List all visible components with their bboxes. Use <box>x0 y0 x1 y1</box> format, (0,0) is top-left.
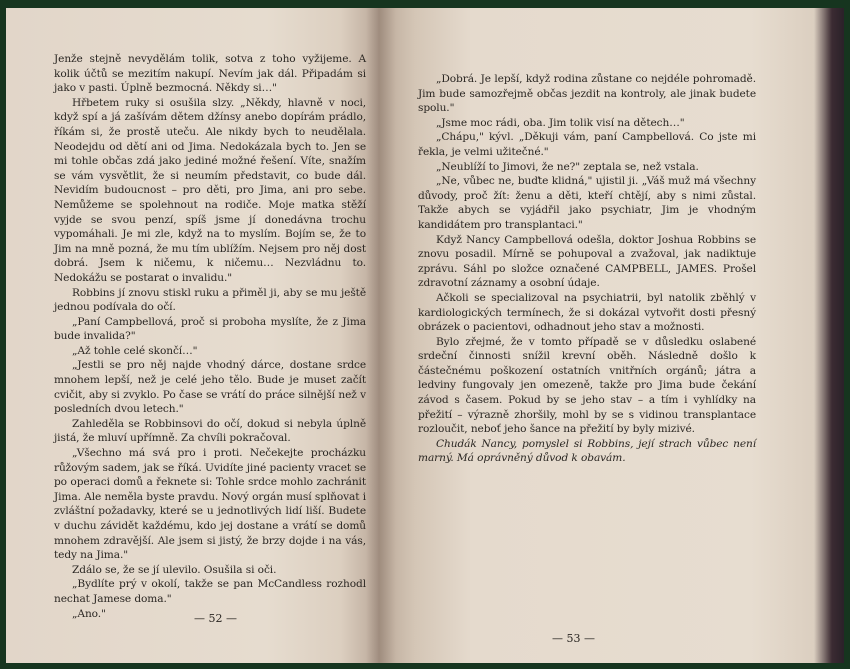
paragraph: Jenže stejně nevydělám tolik, sotva z toho vyžijeme. A kolik účtů se mezitím nakupí. Nevím jak dál. Připadám si jako v pasti. Úplně bezmocná. Někdy si…" <box>54 53 366 95</box>
paragraph: Ačkoli se specializoval na psychiatrii, byl natolik zběhlý v kardiologických termínech, že si dokázal vytvořit dosti přesný obrázek o pacientovi, odhadnout jeho stav a možnosti. <box>418 291 756 334</box>
paragraph: „Paní Campbellová, proč si proboha myslíte, že z Jima bude invalida?" <box>54 315 366 343</box>
left-page <box>6 8 378 663</box>
paragraph: „Všechno má svá pro i proti. Nečekejte procházku růžovým sadem, jak se říká. Uvidíte jiné pacienty vracet se po operaci domů a řeknete si: Tohle srdce mohlo zachránit Jima. Ale neměla byste pravdu. Nový orgán musí splňovat i zvláštní požadavky, které se u jednotlivých lidí liší. Budete v duchu závidět každému, kdo jej dostane a vrátí se domů mnohem zdravější. Ale jsem si jistý, že brzy dojde i na vás, tedy na Jima." <box>54 447 366 562</box>
paragraph: „Neublíží to Jimovi, že ne?" zeptala se, než vstala. <box>436 160 699 173</box>
right-page-text <box>418 72 756 466</box>
paragraph: Robbins jí znovu stiskl ruku a přiměl ji, aby se mu ještě jednou podívala do očí. <box>54 286 366 314</box>
paragraph: Když Nancy Campbellová odešla, doktor Joshua Robbins se znovu posadil. Mírně se pohupoval a zvažoval, jak nadiktuje zprávu. Sáhl po složce označené CAMPBELL, JAMES. Prošel zdravotní záznamy a osobní údaje. <box>418 233 756 290</box>
page-number-right: — 53 — <box>552 632 595 645</box>
open-book <box>6 8 844 663</box>
paragraph: „Až tohle celé skončí…" <box>72 344 198 357</box>
paragraph: „Ano." <box>72 607 106 620</box>
paragraph: Hřbetem ruky si osušila slzy. „Někdy, hlavně v noci, když spí a já zašívám dětem džínsy anebo dopírám prádlo, říkám si, že prostě uteču. Ale nikdy bych to neudělala. Neodejdu od dětí ani od Jima. Nedokázala bych to. Jen se mi tohle občas zdá jako jediné možné řešení. Víte, snažím se vám vysvětlit, že si neumím představit, co bude dál. Nevidím budoucnost – pro děti, pro Jima, ani pro sebe. Nemůžeme se spolehnout na rodiče. Moje matka stěží vyjde se svou penzí, spíš jsme jí donedávna trochu vypomáhali. Je mi zle, když na to myslím. Bojím se, že to Jim na mně pozná, že mu tím ublížím. Nejsem pro něj dost dobrá. Jsem k ničemu, k ničemu… Nezvládnu to. Nedokážu se postarat o invalidu." <box>54 96 366 284</box>
paragraph: „Dobrá. Je lepší, když rodina zůstane co nejdéle pohromadě. Jim bude samozřejmě občas jezdit na kontroly, ale jinak budete spolu." <box>418 73 756 115</box>
book-spine <box>366 8 396 663</box>
right-page <box>378 8 844 663</box>
page-edge <box>814 8 844 663</box>
paragraph: „Jestli se pro něj najde vhodný dárce, dostane srdce mnohem lepší, než je celé jeho tělo. Bude je muset začít cvičit, aby si zvyklo. Po čase se vrátí do práce silnější než v posledních dvou letech." <box>54 359 366 416</box>
paragraph: Zdálo se, že se jí ulevilo. Osušila si oči. <box>72 563 277 576</box>
paragraph: „Ne, vůbec ne, buďte klidná," ujistil ji. „Váš muž má všechny důvody, proč žít: ženu a děti, kteří chtějí, aby s nimi zůstal. Takže abych se vyjádřil jako psychiatr, Jim je vhodným kandidátem pro transplantaci." <box>418 175 756 231</box>
left-page-text <box>54 52 366 621</box>
paragraph: „Jsme moc rádi, oba. Jim tolik visí na dětech…" <box>436 116 685 129</box>
paragraph: Zahleděla se Robbinsovi do očí, dokud si nebyla úplně jistá, že mluví upřímně. Za chvíli pokračoval. <box>54 417 366 445</box>
paragraph: „Bydlíte prý v okolí, takže se pan McCandless rozhodl nechat Jamese doma." <box>54 578 366 605</box>
paragraph: Chudák Nancy, pomyslel si Robbins, její strach vůbec není marný. Má oprávněný důvod k obavám. <box>418 437 756 465</box>
paragraph: Bylo zřejmé, že v tomto případě se v důsledku oslabené srdeční činnosti snížil krevní oběh. Následně došlo k částečnému poškození ostatních vnitřních orgánů; játra a ledviny fungovaly jen omezeně, takže pro Jima bude čekání závod s časem. Pokud by se jeho stav – a tím i vyhlídky na přežití – výrazně zhoršily, mohl by se s vidinou transplantace rozloučit, neboť jeho šance na přežití by byly mizivé. <box>418 335 756 436</box>
paragraph: „Chápu," kývl. „Děkuji vám, paní Campbellová. Co jste mi řekla, je velmi užitečné." <box>418 131 756 158</box>
page-number-left: — 52 — <box>194 612 237 625</box>
